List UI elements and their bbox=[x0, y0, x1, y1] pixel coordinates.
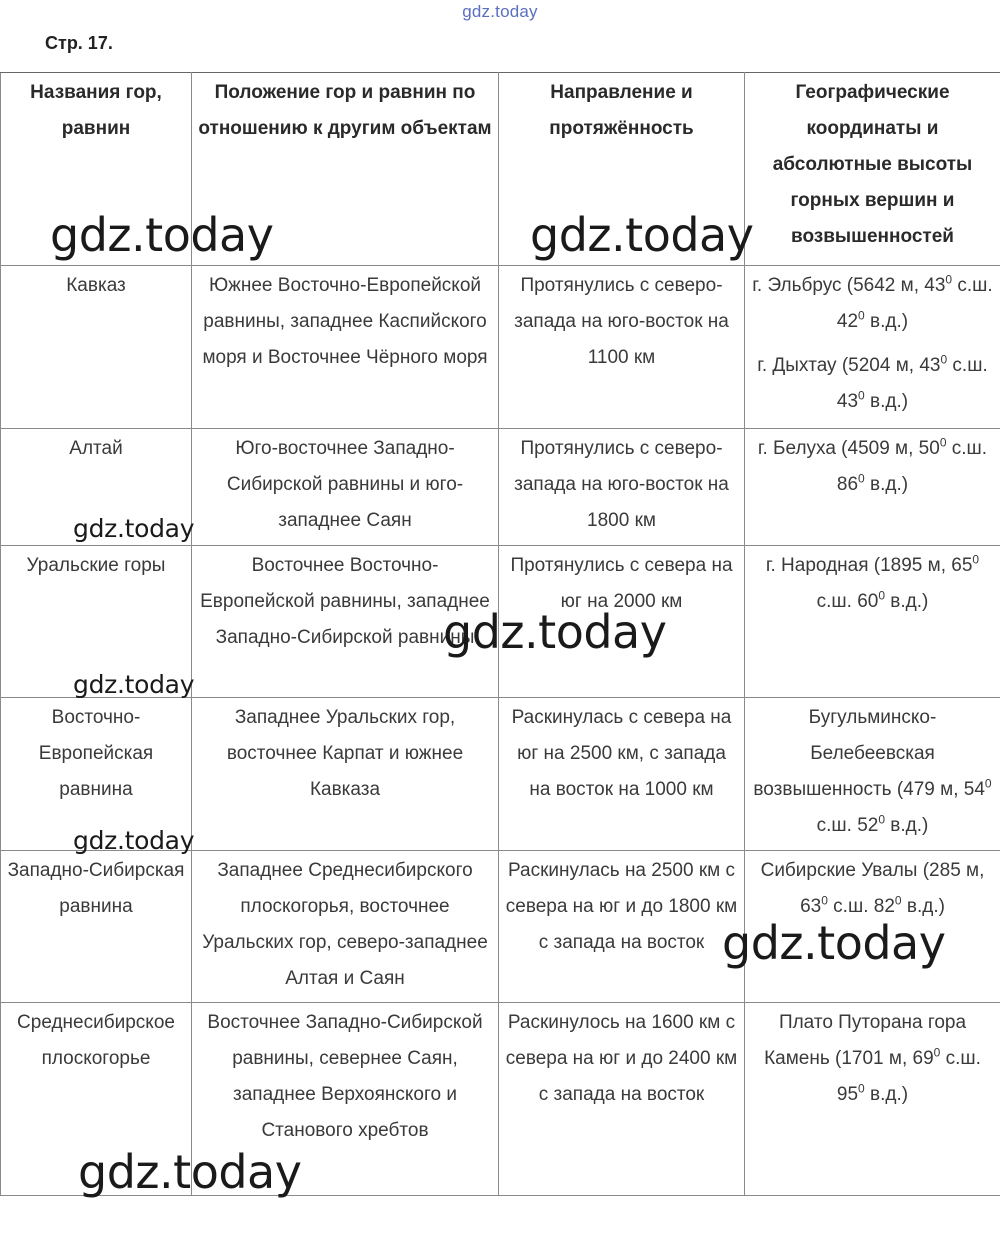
cell-direction: Протянулись с северо-запада на юго-восток на 1100 км bbox=[499, 266, 745, 429]
header-coordinates: Географические координаты и абсолютные высоты горных вершин и возвышенностей bbox=[745, 73, 1000, 266]
cell-direction: Раскинулось на 1600 км с севера на юг и до 2400 км с запада на восток bbox=[499, 1003, 745, 1196]
table-row bbox=[1, 546, 1000, 698]
cell-name: Среднесибирское плоскогорье bbox=[1, 1003, 192, 1196]
coord-entry: г. Эльбрус (5642 м, $43^0$ с.ш. $42^0$ в.д.) bbox=[752, 272, 993, 332]
cell-name: Алтай bbox=[1, 429, 192, 546]
coord-entry: Плато Путорана гора Камень (1701 м, $69^0$ с.ш. $95^0$ в.д.) bbox=[764, 1012, 981, 1105]
cell-coordinates bbox=[745, 546, 1000, 698]
watermark-text: gdz.today bbox=[50, 208, 274, 262]
cell-coordinates bbox=[745, 429, 1000, 546]
cell-direction: Раскинулась на 2500 км с севера на юг и до 1800 км с запада на восток bbox=[499, 851, 745, 1003]
coord-entry: г. Народная (1895 м, $65^0$ с.ш. $60^0$ в.д.) bbox=[765, 552, 980, 612]
coord-entry: г. Белуха (4509 м, $50^0$ с.ш. $86^0$ в.д.) bbox=[757, 435, 988, 495]
coord-entry: Сибирские Увалы (285 м, $63^0$ с.ш. $82^0$ в.д.) bbox=[760, 860, 985, 917]
cell-direction: Протянулись с севера на юг на 2000 км bbox=[499, 546, 745, 698]
cell-position: Западнее Уральских гор, восточнее Карпат и южнее Кавказа bbox=[192, 698, 499, 851]
table-row bbox=[1, 698, 1000, 851]
page-reference: Стр. 17. bbox=[45, 33, 113, 53]
top-watermark: gdz.today bbox=[462, 2, 538, 21]
cell-name: Восточно-Европейская равнина bbox=[1, 698, 192, 851]
header-direction: Направление и протяжённость bbox=[499, 73, 745, 266]
cell-name: Западно-Сибирская равнина bbox=[1, 851, 192, 1003]
watermark-text: gdz.today bbox=[443, 605, 667, 659]
table-header-row bbox=[1, 73, 1000, 266]
cell-direction: Раскинулась с севера на юг на 2500 км, с запада на восток на 1000 км bbox=[499, 698, 745, 851]
cell-direction: Протянулись с северо-запада на юго-восток на 1800 км bbox=[499, 429, 745, 546]
watermark-text: gdz.today bbox=[530, 208, 754, 262]
cell-position: Юго-восточнее Западно-Сибирской равнины и юго-западнее Саян bbox=[192, 429, 499, 546]
cell-coordinates bbox=[745, 266, 1000, 429]
watermark-text: gdz.today bbox=[78, 1145, 302, 1199]
watermark-text: gdz.today bbox=[73, 826, 195, 855]
mountains-plains-table bbox=[0, 72, 1000, 1196]
watermark-text: gdz.today bbox=[73, 514, 195, 543]
cell-name: Кавказ bbox=[1, 266, 192, 429]
cell-coordinates bbox=[745, 851, 1000, 1003]
cell-coordinates bbox=[745, 1003, 1000, 1196]
cell-position: Западнее Среднесибирского плоскогорья, восточнее Уральских гор, северо-западнее Алтая и Саян bbox=[192, 851, 499, 1003]
header-names: Названия гор, равнин bbox=[1, 73, 192, 266]
coord-entry: г. Дыхтау (5204 м, $43^0$ с.ш. $43^0$ в.д.) bbox=[757, 352, 988, 412]
table-row bbox=[1, 1003, 1000, 1196]
header-position: Положение гор и равнин по отношению к другим объектам bbox=[192, 73, 499, 266]
watermark-text: gdz.today bbox=[73, 670, 195, 699]
table-row bbox=[1, 429, 1000, 546]
coord-entry: Бугульминско-Белебеевская возвышенность (479 м, $54^0$ с.ш. $52^0$ в.д.) bbox=[753, 707, 992, 836]
cell-name: Уральские горы bbox=[1, 546, 192, 698]
cell-coordinates bbox=[745, 698, 1000, 851]
watermark-text: gdz.today bbox=[722, 916, 946, 970]
cell-position: Восточнее Западно-Сибирской равнины, севернее Саян, западнее Верхоянского и Станового хребтов bbox=[192, 1003, 499, 1196]
cell-position: Южнее Восточно-Европейской равнины, западнее Каспийского моря и Восточнее Чёрного моря bbox=[192, 266, 499, 429]
table-row bbox=[1, 266, 1000, 429]
cell-position: Восточнее Восточно-Европейской равнины, западнее Западно-Сибирской равнины bbox=[192, 546, 499, 698]
table-row bbox=[1, 851, 1000, 1003]
